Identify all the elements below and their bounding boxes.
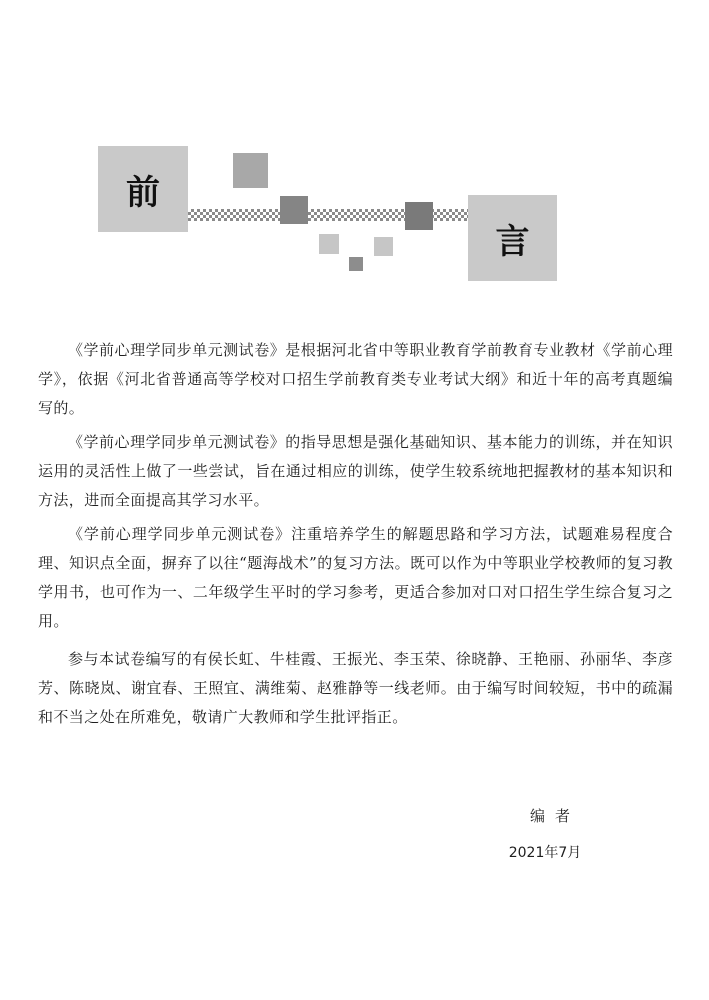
decorative-square: [349, 257, 363, 271]
paragraph: 参与本试卷编写的有侯长虹、牛桂霞、王振光、李玉荣、徐晓静、王艳丽、孙丽华、李彦芳、陈晓岚、谢宜春、王照宜、满维菊、赵雅静等一线老师。由于编写时间较短，书中的疏漏和不当之处在所难免，敬请广大教师和学生批评指正。: [38, 650, 673, 726]
decorative-square: [374, 237, 393, 256]
decorative-square: [319, 234, 339, 254]
decorative-square: [280, 196, 308, 224]
paragraph: 《学前心理学同步单元测试卷》的指导思想是强化基础知识、基本能力的训练，并在知识运用的灵活性上做了一些尝试，旨在通过相应的训练，使学生较系统地把握教材的基本知识和方法，进而全面提高其学习水平。: [38, 433, 673, 509]
decorative-square: [233, 153, 268, 188]
author-signature: 编者: [529, 807, 580, 825]
publication-date: 2021年7月: [508, 845, 582, 861]
preface-title-char-yan: 言: [468, 195, 557, 281]
preface-heading-art: [0, 0, 709, 300]
decorative-square: [405, 202, 433, 230]
preface-body: [38, 336, 673, 737]
paragraph: 《学前心理学同步单元测试卷》是根据河北省中等职业教育学前教育专业教材《学前心理学》，依据《河北省普通高等学校对口招生学前教育类专业考试大纲》和近十年的高考真题编写的。: [38, 341, 673, 417]
preface-title-char-qian: 前: [98, 146, 188, 232]
paragraph: 《学前心理学同步单元测试卷》注重培养学生的解题思路和学习方法，试题难易程度合理、知识点全面，摒弃了以往“题海战术”的复习方法。既可以作为中等职业学校教师的复习教学用书，也可作为一、二年级学生平时的学习参考，更适合参加对口对口招生学生综合复习之用。: [38, 525, 673, 630]
